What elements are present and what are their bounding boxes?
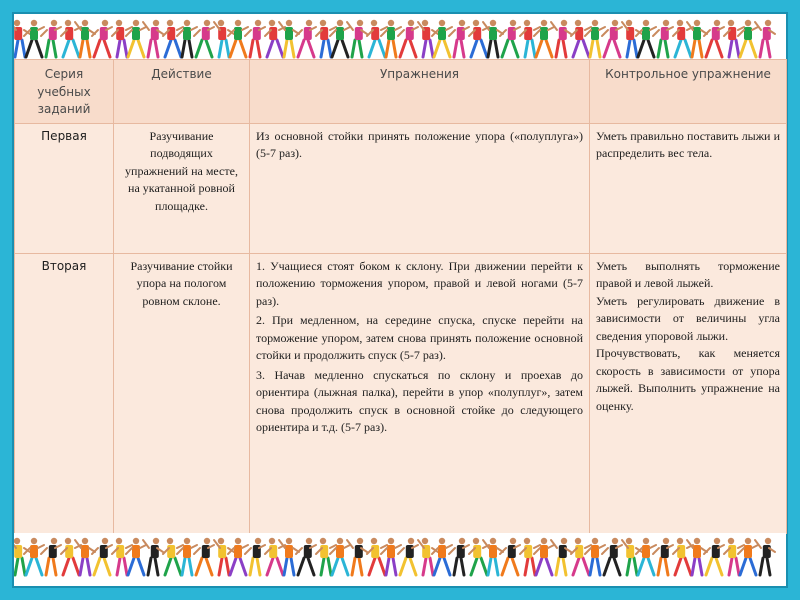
- control-cell: [590, 123, 787, 253]
- athlete-figure: [602, 20, 622, 57]
- athlete-figure: [126, 538, 146, 575]
- action-cell: Разучивание подводящих упражнений на месте, на укатанной ровной площадке.: [114, 123, 250, 253]
- athlete-figure: [296, 538, 316, 575]
- athlete-figure: [24, 538, 44, 575]
- exercise-item: 3. Начав медленно спускаться по склону и проехав до ориентира (лыжная палка), перейти в упор «полуплуг», затем снова продолжить спуск в основной стойке до следующего ориентира и т.д. (5-7 раз).: [256, 367, 583, 434]
- athlete-figure: [432, 20, 452, 57]
- header-exercises: Упражнения: [250, 60, 590, 124]
- athlete-figure: [500, 20, 520, 57]
- athlete-figure: [347, 538, 367, 575]
- athlete-figure: [571, 538, 591, 575]
- exercises-cell: [250, 253, 590, 533]
- athlete-figure: [449, 538, 469, 575]
- athlete-figure: [653, 20, 673, 57]
- athlete-figure: [738, 20, 758, 57]
- athlete-figure: [296, 20, 316, 57]
- athlete-figure: [534, 538, 554, 575]
- athlete-figure: [126, 20, 146, 57]
- athlete-figure: [163, 538, 183, 575]
- series-cell: Первая: [15, 123, 114, 253]
- table-row: [15, 123, 787, 253]
- athlete-figure: [367, 20, 387, 57]
- athlete-figure: [330, 538, 350, 575]
- athletes-illustration-top: [14, 15, 786, 61]
- exercise-item: 1. Учащиеся стоят боком к склону. При движении перейти к положению торможения упором, правой и левой ногами (5-7 раз).: [256, 258, 583, 308]
- athlete-figure: [755, 538, 775, 575]
- athlete-figure: [194, 538, 214, 575]
- athlete-figure: [41, 538, 61, 575]
- top-sports-banner: [14, 15, 786, 61]
- header-action: Действие: [114, 60, 250, 124]
- athlete-figure: [653, 538, 673, 575]
- table-row: [15, 253, 787, 533]
- athlete-figure: [551, 20, 571, 57]
- header-control: Контрольное упражнение: [590, 60, 787, 124]
- lesson-plan-table: [14, 59, 787, 534]
- athlete-figure: [571, 20, 591, 57]
- athlete-figure: [704, 538, 724, 575]
- action-cell: Разучивание стойки упора на пологом ровном склоне.: [114, 253, 250, 533]
- athlete-figure: [398, 538, 418, 575]
- athlete-figure: [228, 538, 248, 575]
- athlete-figure: [347, 20, 367, 57]
- athlete-figure: [398, 20, 418, 57]
- athlete-figure: [432, 538, 452, 575]
- athlete-figure: [755, 20, 775, 57]
- header-series: Серия учебных заданий: [15, 60, 114, 124]
- table-header-row: [15, 60, 787, 124]
- athlete-figure: [92, 20, 112, 57]
- control-item: Прочувствовать, как меняется скорость в зависимости от упора лыжей. Выполнить упражнение на оценку.: [596, 346, 780, 413]
- athlete-figure: [41, 20, 61, 57]
- athlete-figure: [330, 20, 350, 57]
- series-cell: Вторая: [15, 253, 114, 533]
- control-cell: [590, 253, 787, 533]
- athletes-illustration-bottom: [14, 533, 786, 579]
- athlete-figure: [551, 538, 571, 575]
- athlete-figure: [500, 538, 520, 575]
- athlete-figure: [449, 20, 469, 57]
- athlete-figure: [228, 20, 248, 57]
- athlete-figure: [704, 20, 724, 57]
- athlete-figure: [92, 538, 112, 575]
- athlete-figure: [367, 538, 387, 575]
- athlete-figure: [143, 20, 163, 57]
- athlete-figure: [534, 20, 554, 57]
- athlete-figure: [738, 538, 758, 575]
- athlete-figure: [194, 20, 214, 57]
- control-item: Уметь регулировать движение в зависимости от величины угла сведения упоровой лыжи.: [596, 293, 780, 343]
- athlete-figure: [143, 538, 163, 575]
- control-item: Уметь выполнять торможение правой и левой лыжей.: [596, 258, 780, 290]
- athlete-figure: [602, 538, 622, 575]
- exercise-item: 2. При медленном, на середине спуска, спуске перейти на торможение упором, затем снова принять положение основной стойки и продолжить спуск (5-7 раз).: [256, 313, 583, 362]
- athlete-figure: [245, 20, 265, 57]
- exercise-item: Из основной стойки принять положение упора («полуплуга») (5-7 раз).: [256, 128, 583, 160]
- athlete-figure: [636, 20, 656, 57]
- athlete-figure: [636, 538, 656, 575]
- exercises-cell: [250, 123, 590, 253]
- athlete-figure: [24, 20, 44, 57]
- control-item: Уметь правильно поставить лыжи и распределить вес тела.: [596, 128, 780, 160]
- athlete-figure: [163, 20, 183, 57]
- athlete-figure: [245, 538, 265, 575]
- bottom-sports-banner: [14, 533, 786, 579]
